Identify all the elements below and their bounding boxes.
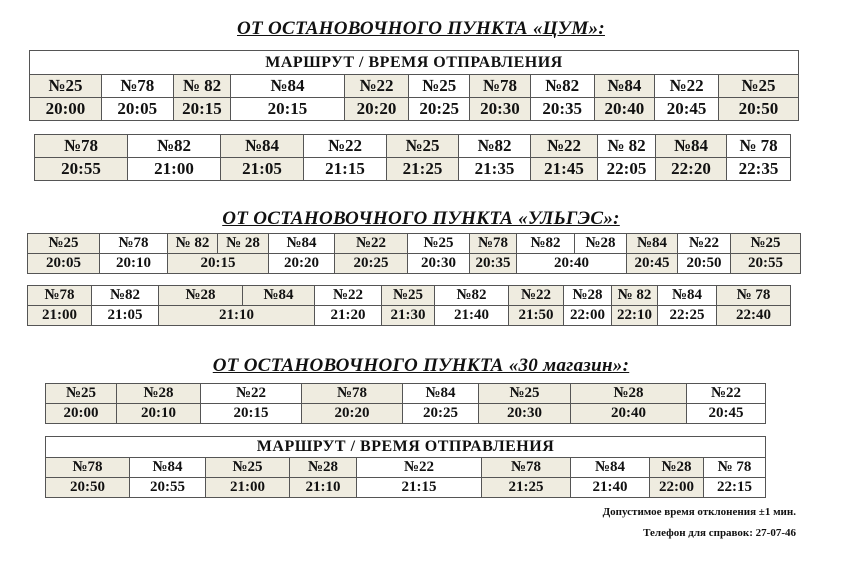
departure-time: 20:15 bbox=[173, 98, 231, 121]
section-title-30-magazin: ОТ ОСТАНОВОЧНОГО ПУНКТА «30 магазин»: bbox=[212, 355, 630, 376]
departure-time: 21:00 bbox=[128, 158, 221, 181]
departure-time: 21:40 bbox=[435, 306, 509, 326]
departure-time: 20:00 bbox=[46, 404, 117, 424]
departure-time: 20:15 bbox=[231, 98, 344, 121]
departure-time: 20:45 bbox=[627, 254, 678, 274]
schedule-table-tsum-2 bbox=[34, 134, 791, 181]
route-number: №25 bbox=[28, 234, 100, 254]
route-number: №82 bbox=[435, 286, 509, 306]
departure-time: 22:20 bbox=[656, 158, 727, 181]
route-number: №78 bbox=[100, 234, 168, 254]
route-number: № 28 bbox=[218, 234, 269, 254]
departure-time: 22:25 bbox=[658, 306, 717, 326]
schedule-table-ulges-1 bbox=[27, 233, 801, 274]
departure-time: 21:30 bbox=[382, 306, 435, 326]
departure-time: 20:20 bbox=[302, 404, 403, 424]
departure-time: 20:55 bbox=[130, 478, 206, 498]
route-number: №22 bbox=[687, 384, 766, 404]
schedule-table-30-magazin-2 bbox=[45, 436, 766, 498]
route-number: №84 bbox=[130, 458, 206, 478]
departure-time: 20:15 bbox=[168, 254, 269, 274]
route-number: №25 bbox=[731, 234, 801, 254]
route-number: №28 bbox=[575, 234, 627, 254]
route-number: №25 bbox=[30, 75, 102, 98]
departure-time: 20:55 bbox=[731, 254, 801, 274]
route-number: №28 bbox=[650, 458, 704, 478]
departure-time: 20:00 bbox=[30, 98, 102, 121]
departure-time: 20:45 bbox=[687, 404, 766, 424]
route-number: №84 bbox=[656, 135, 727, 158]
route-number: №84 bbox=[269, 234, 335, 254]
departure-time: 21:25 bbox=[387, 158, 459, 181]
departure-time: 20:10 bbox=[100, 254, 168, 274]
departure-time: 21:15 bbox=[357, 478, 482, 498]
route-number: №78 bbox=[302, 384, 403, 404]
route-number: №78 bbox=[482, 458, 571, 478]
departure-time: 21:45 bbox=[531, 158, 598, 181]
departure-time: 22:35 bbox=[727, 158, 791, 181]
schedule-table-30-magazin-1 bbox=[45, 383, 766, 424]
schedule-table-tsum-1 bbox=[29, 50, 799, 121]
route-number: №82 bbox=[530, 75, 594, 98]
route-number: №28 bbox=[571, 384, 687, 404]
route-number: №22 bbox=[531, 135, 598, 158]
route-number: №22 bbox=[335, 234, 408, 254]
departure-time: 22:00 bbox=[564, 306, 612, 326]
phone-note: Телефон для справок: 27-07-46 bbox=[643, 527, 796, 539]
route-number: №78 bbox=[28, 286, 92, 306]
route-number: №84 bbox=[571, 458, 650, 478]
departure-time: 21:20 bbox=[315, 306, 382, 326]
route-number: №84 bbox=[627, 234, 678, 254]
route-number: №84 bbox=[243, 286, 315, 306]
route-number: №22 bbox=[201, 384, 302, 404]
departure-time: 20:20 bbox=[344, 98, 409, 121]
departure-time: 20:30 bbox=[470, 98, 531, 121]
departure-time: 21:05 bbox=[92, 306, 159, 326]
route-number: №28 bbox=[564, 286, 612, 306]
departure-time: 21:05 bbox=[221, 158, 304, 181]
departure-time: 21:10 bbox=[159, 306, 315, 326]
departure-time: 21:15 bbox=[304, 158, 387, 181]
route-number: №25 bbox=[479, 384, 571, 404]
route-number: № 82 bbox=[173, 75, 231, 98]
route-number: №25 bbox=[387, 135, 459, 158]
departure-time: 20:15 bbox=[201, 404, 302, 424]
route-number: № 78 bbox=[717, 286, 791, 306]
departure-time: 20:50 bbox=[46, 478, 130, 498]
route-number: №82 bbox=[517, 234, 575, 254]
table-header: МАРШРУТ / ВРЕМЯ ОТПРАВЛЕНИЯ bbox=[30, 51, 799, 75]
route-number: №28 bbox=[290, 458, 357, 478]
departure-time: 22:10 bbox=[612, 306, 658, 326]
route-number: №84 bbox=[221, 135, 304, 158]
departure-time: 20:05 bbox=[101, 98, 173, 121]
departure-time: 20:35 bbox=[470, 254, 517, 274]
departure-time: 20:40 bbox=[517, 254, 627, 274]
departure-time: 21:50 bbox=[509, 306, 564, 326]
route-number: № 82 bbox=[598, 135, 656, 158]
route-number: №78 bbox=[101, 75, 173, 98]
departure-time: 20:30 bbox=[408, 254, 470, 274]
route-number: №25 bbox=[409, 75, 470, 98]
section-title-ulges: ОТ ОСТАНОВОЧНОГО ПУНКТА «УЛЬГЭС»: bbox=[222, 208, 620, 229]
route-number: №22 bbox=[315, 286, 382, 306]
route-number: №22 bbox=[344, 75, 409, 98]
route-number: №84 bbox=[403, 384, 479, 404]
route-number: №22 bbox=[357, 458, 482, 478]
departure-time: 21:35 bbox=[459, 158, 531, 181]
route-number: №84 bbox=[594, 75, 655, 98]
departure-time: 21:10 bbox=[290, 478, 357, 498]
departure-time: 20:45 bbox=[655, 98, 719, 121]
departure-time: 22:15 bbox=[704, 478, 766, 498]
departure-time: 22:40 bbox=[717, 306, 791, 326]
departure-time: 22:05 bbox=[598, 158, 656, 181]
departure-time: 21:25 bbox=[482, 478, 571, 498]
route-number: №82 bbox=[128, 135, 221, 158]
route-number: №25 bbox=[206, 458, 290, 478]
departure-time: 20:05 bbox=[28, 254, 100, 274]
route-number: № 82 bbox=[612, 286, 658, 306]
departure-time: 21:00 bbox=[206, 478, 290, 498]
departure-time: 20:25 bbox=[409, 98, 470, 121]
route-number: №82 bbox=[459, 135, 531, 158]
route-number: №22 bbox=[655, 75, 719, 98]
route-number: № 82 bbox=[168, 234, 218, 254]
route-number: №84 bbox=[231, 75, 344, 98]
route-number: №22 bbox=[678, 234, 731, 254]
route-number: №84 bbox=[658, 286, 717, 306]
departure-time: 20:25 bbox=[403, 404, 479, 424]
departure-time: 20:50 bbox=[678, 254, 731, 274]
departure-time: 20:55 bbox=[35, 158, 128, 181]
departure-time: 21:40 bbox=[571, 478, 650, 498]
route-number: №82 bbox=[92, 286, 159, 306]
section-title-tsum: ОТ ОСТАНОВОЧНОГО ПУНКТА «ЦУМ»: bbox=[237, 18, 605, 39]
route-number: №78 bbox=[35, 135, 128, 158]
departure-time: 20:20 bbox=[269, 254, 335, 274]
departure-time: 20:25 bbox=[335, 254, 408, 274]
departure-time: 20:30 bbox=[479, 404, 571, 424]
departure-time: 21:00 bbox=[28, 306, 92, 326]
route-number: № 78 bbox=[704, 458, 766, 478]
route-number: №22 bbox=[509, 286, 564, 306]
route-number: №22 bbox=[304, 135, 387, 158]
departure-time: 20:50 bbox=[718, 98, 798, 121]
departure-time: 22:00 bbox=[650, 478, 704, 498]
departure-time: 20:35 bbox=[530, 98, 594, 121]
departure-time: 20:40 bbox=[594, 98, 655, 121]
route-number: №78 bbox=[46, 458, 130, 478]
deviation-note: Допустимое время отклонения ±1 мин. bbox=[602, 506, 796, 518]
schedule-table-ulges-2 bbox=[27, 285, 791, 326]
route-number: №28 bbox=[117, 384, 201, 404]
route-number: №28 bbox=[159, 286, 243, 306]
route-number: №25 bbox=[382, 286, 435, 306]
table-header: МАРШРУТ / ВРЕМЯ ОТПРАВЛЕНИЯ bbox=[46, 437, 766, 458]
route-number: № 78 bbox=[727, 135, 791, 158]
route-number: №25 bbox=[46, 384, 117, 404]
route-number: №25 bbox=[408, 234, 470, 254]
departure-time: 20:10 bbox=[117, 404, 201, 424]
route-number: №78 bbox=[470, 234, 517, 254]
departure-time: 20:40 bbox=[571, 404, 687, 424]
route-number: №25 bbox=[718, 75, 798, 98]
route-number: №78 bbox=[470, 75, 531, 98]
